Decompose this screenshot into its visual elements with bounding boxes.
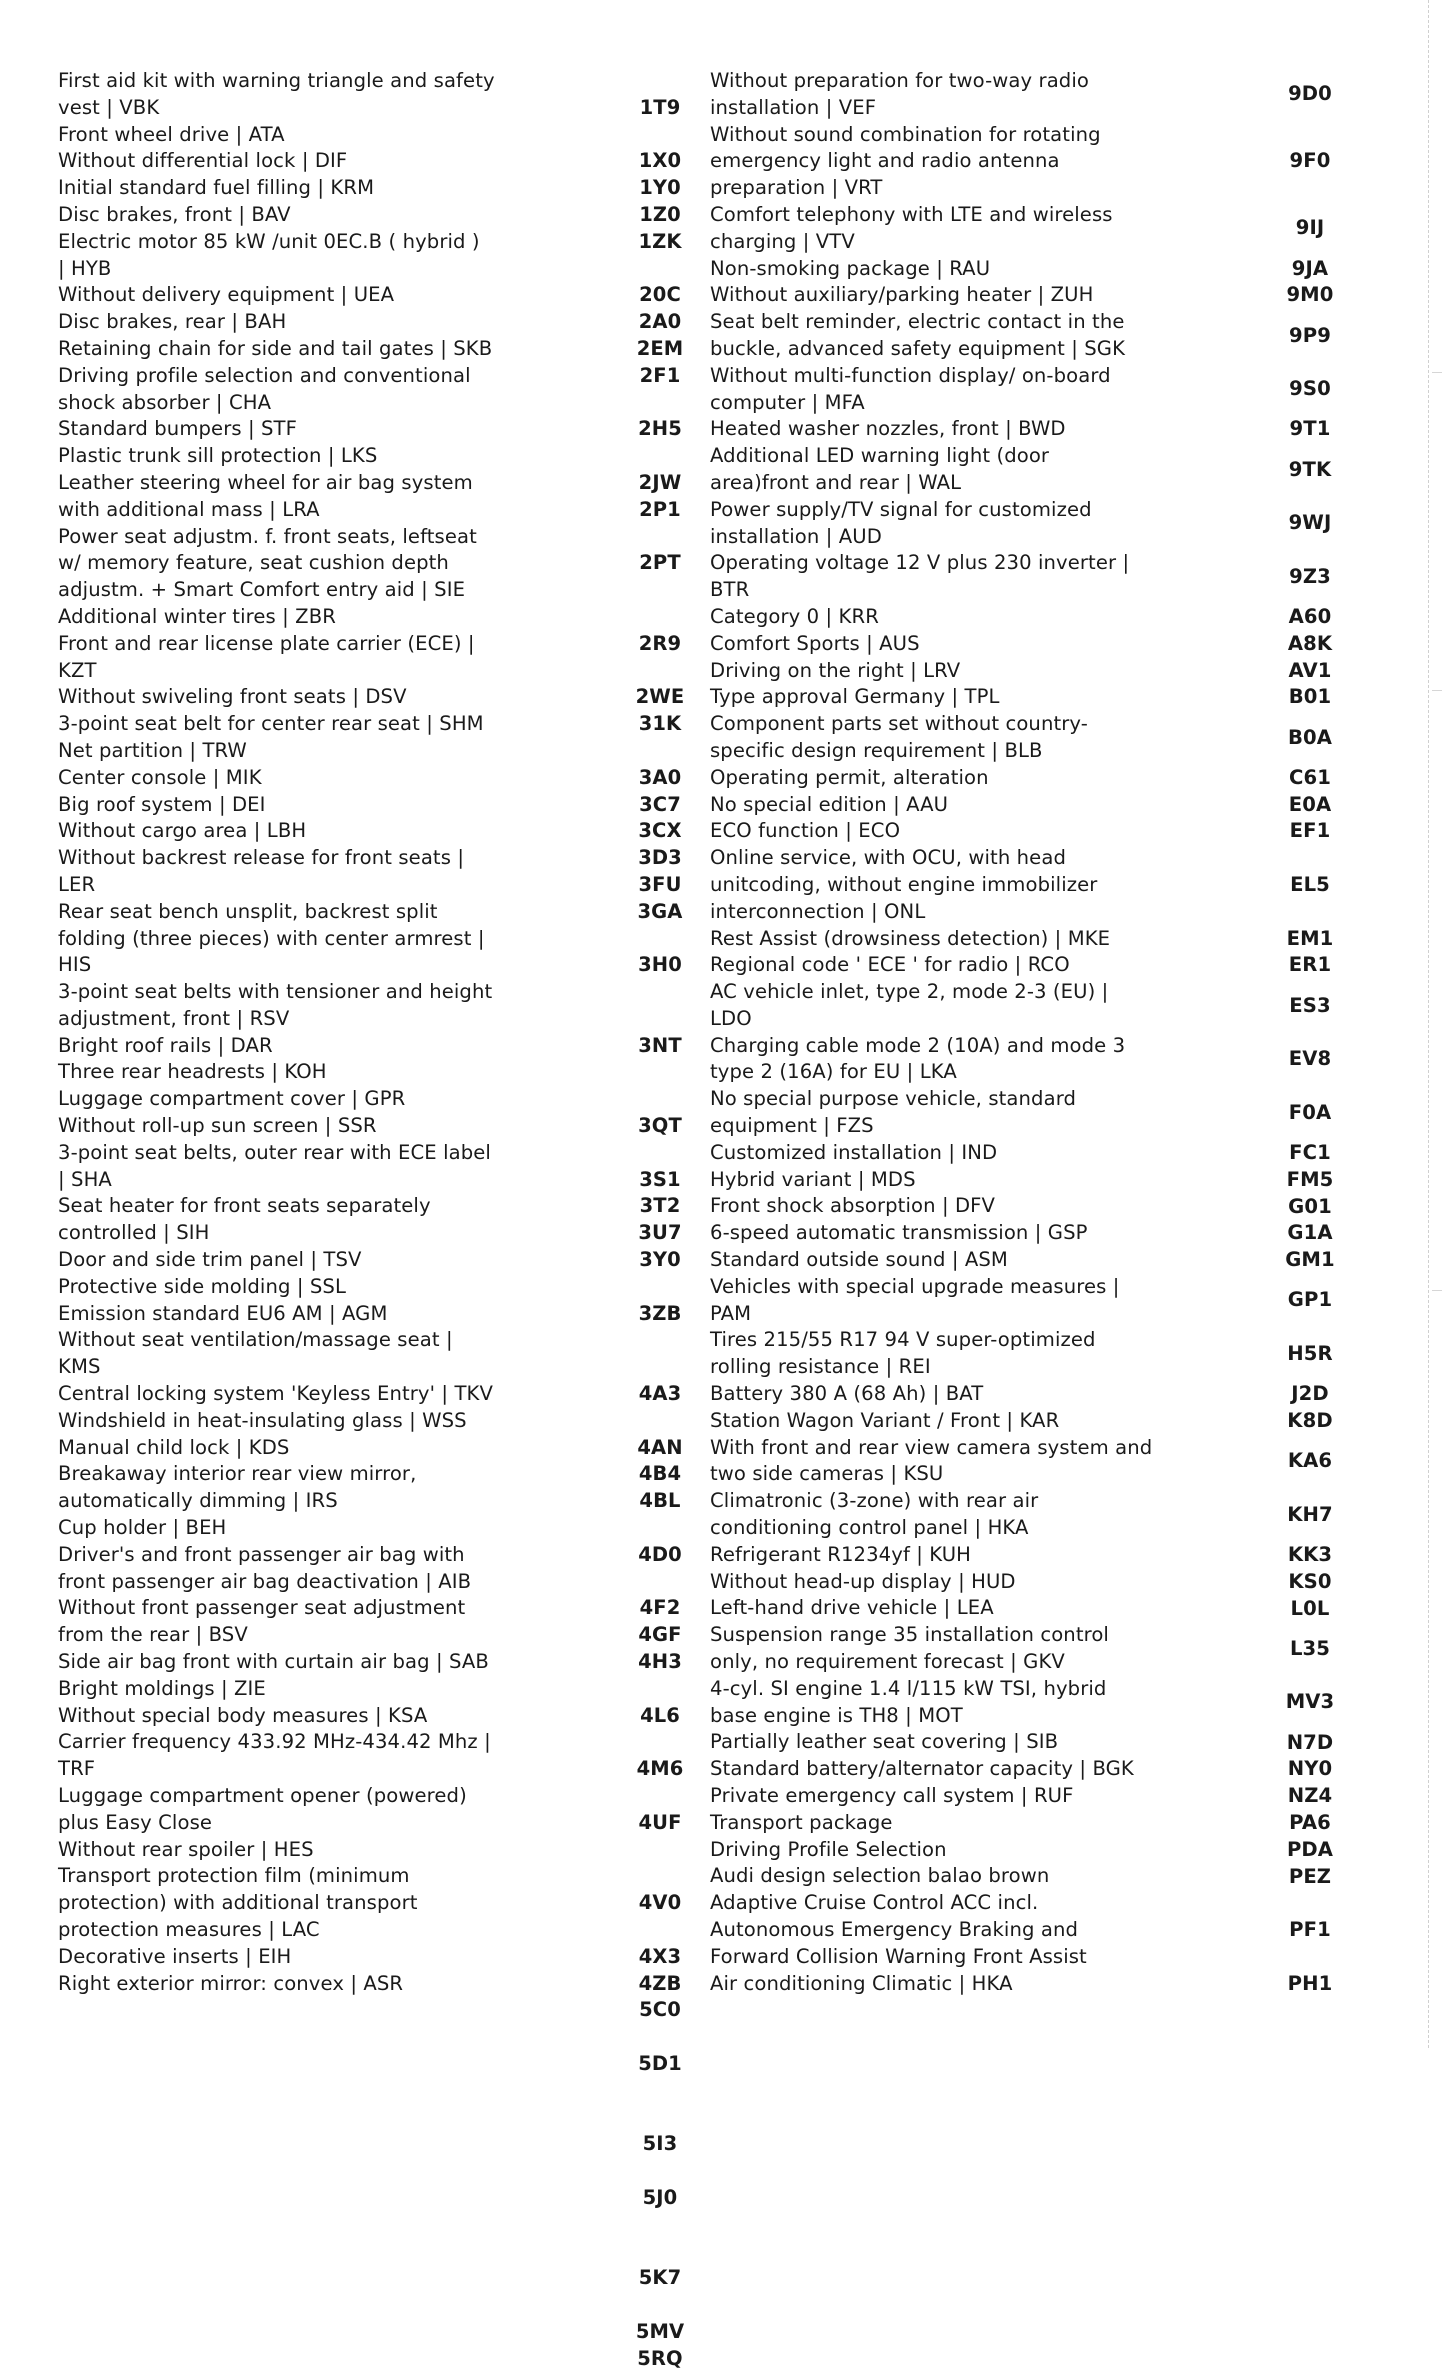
description-line: Operating permit, alteration <box>710 765 989 789</box>
description-line: Without cargo area | LBH <box>58 819 307 843</box>
description-line: Standard battery/alternator capacity | BGK <box>710 1757 1134 1781</box>
option-code: 9D0 <box>1288 82 1332 106</box>
option-code: PDA <box>1286 1837 1334 1861</box>
option-code <box>620 1140 700 1167</box>
description-line: With front and rear view camera system and <box>710 1435 1153 1459</box>
option-code: 5RQ <box>637 2346 683 2370</box>
description-line: Station Wagon Variant / Front | KAR <box>710 1408 1060 1432</box>
description-line: Driving profile selection and conventional <box>58 363 471 387</box>
option-code: C61 <box>1289 765 1331 789</box>
edge-mark <box>1432 690 1442 691</box>
description-line: No special purpose vehicle, standard <box>710 1087 1077 1111</box>
description-line: Disc brakes, front | BAV <box>58 202 291 226</box>
description-line: 6-speed automatic transmission | GSP <box>710 1221 1088 1245</box>
description-line: LER <box>58 872 96 896</box>
option-code: 9IJ <box>1295 216 1325 240</box>
description-line: Center console | MIK <box>58 765 262 789</box>
right-description-column <box>710 68 1270 1997</box>
description-line: type 2 (16A) for EU | LKA <box>710 1060 957 1084</box>
option-code: 5I3 <box>642 2132 678 2156</box>
option-code: 3D3 <box>638 846 682 870</box>
description-line: Luggage compartment cover | GPR <box>58 1087 406 1111</box>
description-line: conditioning control panel | HKA <box>710 1516 1029 1540</box>
left-description-column <box>58 68 618 1997</box>
option-code: 4UF <box>638 1810 682 1834</box>
description-line: TRF <box>58 1757 96 1781</box>
description-line: two side cameras | KSU <box>710 1462 944 1486</box>
option-code: 1Z0 <box>639 202 681 226</box>
option-code: J2D <box>1291 1382 1329 1406</box>
option-code: MV3 <box>1285 1690 1335 1714</box>
option-code: 4L6 <box>640 1703 680 1727</box>
description-line: Driving on the right | LRV <box>710 658 961 682</box>
option-code <box>620 2078 700 2105</box>
description-line: Right exterior mirror: convex | ASR <box>58 1971 404 1995</box>
option-code: 9WJ <box>1288 511 1332 535</box>
description-line: Side air bag front with curtain air bag | SAB <box>58 1650 489 1674</box>
option-code: 4M6 <box>636 1757 684 1781</box>
description-line: Suspension range 35 installation control <box>710 1623 1109 1647</box>
description-line: Net partition | TRW <box>58 738 247 762</box>
option-code: EM1 <box>1286 926 1334 950</box>
description-line: Without roll-up sun screen | SSR <box>58 1114 377 1138</box>
description-line: Central locking system 'Keyless Entry' | TKV <box>58 1382 493 1406</box>
description-line: HIS <box>58 953 92 977</box>
option-code: 4A3 <box>638 1382 682 1406</box>
description-line: equipment | FZS <box>710 1114 874 1138</box>
option-code <box>620 577 700 604</box>
description-line: Private emergency call system | RUF <box>710 1784 1074 1807</box>
option-code: 4ZB <box>638 1971 682 1995</box>
option-code <box>620 2105 700 2132</box>
description-line: shock absorber | CHA <box>58 390 272 414</box>
edge-mark <box>1432 1290 1442 1291</box>
description-line: First aid kit with warning triangle and safety <box>58 69 495 92</box>
description-line: Decorative inserts | EIH <box>58 1944 292 1968</box>
description-line: Bright roof rails | DAR <box>58 1033 273 1057</box>
description-line: Transport package <box>710 1810 893 1834</box>
right-code-column <box>1270 68 1350 1995</box>
description-line: Without front passenger seat adjustment <box>58 1596 466 1620</box>
description-line: Without delivery equipment | UEA <box>58 283 395 307</box>
option-code: N7D <box>1286 1730 1334 1754</box>
option-code: PH1 <box>1287 1971 1333 1995</box>
option-code: GM1 <box>1285 1248 1335 1272</box>
description-line: Autonomous Emergency Braking and <box>710 1917 1079 1941</box>
option-code <box>620 443 700 470</box>
description-line: from the rear | BSV <box>58 1623 248 1647</box>
description-line: Tires 215/55 R17 94 V super-optimized <box>710 1328 1096 1352</box>
option-code: 2R9 <box>638 631 682 655</box>
description-line: Without swiveling front seats | DSV <box>58 685 407 709</box>
option-code <box>620 1783 700 1810</box>
option-code: AV1 <box>1288 658 1332 682</box>
description-line: only, no requirement forecast | GKV <box>710 1650 1065 1674</box>
description-line: Plastic trunk sill protection | LKS <box>58 444 378 468</box>
option-code: 9M0 <box>1286 283 1334 307</box>
option-code: 3C7 <box>639 792 681 816</box>
description-line: Without differential lock | DIF <box>58 149 348 173</box>
option-code <box>620 256 700 283</box>
description-line: KZT <box>58 658 97 682</box>
description-line: Bright moldings | ZIE <box>58 1676 266 1700</box>
description-line: Battery 380 A (68 Ah) | BAT <box>710 1382 984 1406</box>
option-code: 2P1 <box>639 497 681 521</box>
description-line: Driving Profile Selection <box>710 1837 947 1861</box>
description-line: controlled | SIH <box>58 1221 210 1245</box>
description-line: Seat belt reminder, electric contact in the <box>710 310 1125 334</box>
option-code: 3U7 <box>638 1221 682 1245</box>
option-code: B0A <box>1287 725 1333 749</box>
option-code: 1T9 <box>639 95 681 119</box>
option-code: B01 <box>1288 685 1332 709</box>
description-line: w/ memory feature, seat cushion depth <box>58 551 449 575</box>
description-line: area)front and rear | WAL <box>710 470 962 494</box>
description-line: Rear seat bench unsplit, backrest split <box>58 899 438 923</box>
description-line: Additional winter tires | ZBR <box>58 604 336 628</box>
option-code: EF1 <box>1289 819 1331 843</box>
description-line: Big roof system | DEI <box>58 792 266 816</box>
description-line: | HYB <box>58 256 112 280</box>
description-line: Without rear spoiler | HES <box>58 1837 314 1861</box>
description-line: Leather steering wheel for air bag system <box>58 470 473 494</box>
description-line: unitcoding, without engine immobilizer <box>710 872 1098 896</box>
description-line: AC vehicle inlet, type 2, mode 2-3 (EU) | <box>710 980 1109 1004</box>
description-line: Non-smoking package | RAU <box>710 256 991 280</box>
option-code: KK3 <box>1287 1543 1333 1566</box>
option-code: 4D0 <box>638 1542 682 1566</box>
option-code: 9JA <box>1291 256 1329 280</box>
description-line: Emission standard EU6 AM | AGM <box>58 1301 388 1325</box>
description-line: Audi design selection balao brown <box>710 1864 1050 1888</box>
description-line: Manual child lock | KDS <box>58 1435 290 1459</box>
option-code <box>620 68 700 95</box>
option-code: 2PT <box>639 551 681 575</box>
description-line: BTR <box>710 578 750 602</box>
description-line: Refrigerant R1234yf | KUH <box>710 1542 971 1566</box>
option-code: 9TK <box>1288 457 1332 481</box>
description-line: Heated washer nozzles, front | BWD <box>710 417 1066 441</box>
option-code: 1X0 <box>638 149 682 173</box>
description-line: Without backrest release for front seats | <box>58 846 465 870</box>
description-line: Customized installation | IND <box>710 1140 998 1164</box>
description-line: interconnection | ONL <box>710 899 926 923</box>
description-line: Front shock absorption | DFV <box>710 1194 996 1218</box>
description-line: Component parts set without country- <box>710 712 1088 736</box>
description-line: computer | MFA <box>710 390 865 414</box>
option-code <box>620 1059 700 1086</box>
option-code <box>620 1569 700 1596</box>
description-line: adjustment, front | RSV <box>58 1006 290 1030</box>
option-code: 5MV <box>635 2319 685 2343</box>
option-code: 3CX <box>638 819 682 843</box>
option-code <box>620 2212 700 2239</box>
description-line: plus Easy Close <box>58 1810 213 1834</box>
option-code <box>620 604 700 631</box>
option-code: 2A0 <box>638 310 682 334</box>
description-line: Power supply/TV signal for customized <box>710 497 1092 521</box>
description-line: | SHA <box>58 1167 112 1191</box>
option-code <box>620 1837 700 1864</box>
description-line: Without special body measures | KSA <box>58 1703 428 1727</box>
description-line: Retaining chain for side and tail gates | SKB <box>58 336 493 360</box>
description-line: Comfort Sports | AUS <box>710 631 920 655</box>
description-line: installation | VEF <box>710 95 877 119</box>
option-code: 20C <box>639 283 681 307</box>
option-code: 2EM <box>636 336 684 360</box>
description-line: vest | VBK <box>58 95 160 119</box>
description-line: ECO function | ECO <box>710 819 901 843</box>
description-line: Standard outside sound | ASM <box>710 1248 1008 1272</box>
description-line: Additional LED warning light (door <box>710 444 1050 468</box>
description-line: Initial standard fuel filling | KRM <box>58 176 375 200</box>
description-line: rolling resistance | REI <box>710 1355 931 1379</box>
option-code: 9F0 <box>1289 149 1331 173</box>
option-code: 4F2 <box>639 1596 681 1620</box>
description-line: KMS <box>58 1355 101 1379</box>
description-line: Online service, with OCU, with head <box>710 846 1066 870</box>
option-code: GP1 <box>1287 1288 1333 1312</box>
description-line: Cup holder | BEH <box>58 1516 227 1540</box>
option-code: E0A <box>1288 792 1332 816</box>
option-code <box>620 1354 700 1381</box>
option-code: PEZ <box>1288 1864 1332 1888</box>
description-line: Forward Collision Warning Front Assist <box>710 1944 1087 1968</box>
option-code <box>620 524 700 551</box>
option-code: ER1 <box>1288 953 1332 977</box>
description-line: Hybrid variant | MDS <box>710 1167 916 1191</box>
option-code <box>620 658 700 685</box>
description-line: Standard bumpers | STF <box>58 417 297 441</box>
option-code: 2H5 <box>638 417 682 441</box>
option-code: 3ZB <box>638 1301 682 1325</box>
option-code: EV8 <box>1288 1047 1332 1071</box>
description-line: Rest Assist (drowsiness detection) | MKE <box>710 926 1111 950</box>
description-line: Partially leather seat covering | SIB <box>710 1730 1059 1754</box>
description-line: Power seat adjustm. f. front seats, leftseat <box>58 524 477 548</box>
description-line: preparation | VRT <box>710 176 883 200</box>
description-line: Breakaway interior rear view mirror, <box>58 1462 417 1486</box>
description-line: No special edition | AAU <box>710 792 949 816</box>
option-code: 5D1 <box>638 2051 682 2075</box>
option-code: 4BL <box>639 1489 681 1513</box>
description-line: folding (three pieces) with center armrest | <box>58 926 485 950</box>
option-code <box>620 1327 700 1354</box>
option-code <box>620 2239 700 2266</box>
option-code: 9P9 <box>1289 323 1331 347</box>
option-code <box>620 1274 700 1301</box>
description-line: adjustm. + Smart Comfort entry aid | SIE <box>58 578 466 602</box>
option-code: 2F1 <box>639 363 681 387</box>
description-line: Vehicles with special upgrade measures | <box>710 1274 1120 1298</box>
description-line: Front wheel drive | ATA <box>58 122 285 146</box>
option-code: 5K7 <box>638 2266 682 2290</box>
option-code: EL5 <box>1290 873 1330 896</box>
description-line: Regional code ' ECE ' for radio | RCO <box>710 953 1070 977</box>
option-code: KA6 <box>1287 1449 1333 1473</box>
option-code <box>620 1408 700 1435</box>
option-code: 3A0 <box>638 765 682 789</box>
option-code <box>620 2292 700 2319</box>
option-code: NZ4 <box>1287 1784 1333 1808</box>
description-line: protection measures | LAC <box>58 1917 320 1941</box>
option-code: 3FU <box>638 872 682 896</box>
description-line: installation | AUD <box>710 524 882 548</box>
description-line: buckle, advanced safety equipment | SGK <box>710 336 1126 360</box>
description-line: Carrier frequency 433.92 MHz-434.42 Mhz | <box>58 1730 491 1754</box>
option-code: G1A <box>1287 1221 1333 1245</box>
edge-mark <box>1432 372 1442 373</box>
description-line: Without head-up display | HUD <box>710 1569 1016 1593</box>
option-code: A8K <box>1287 631 1333 655</box>
description-line: with additional mass | LRA <box>58 497 320 521</box>
description-line: 3-point seat belt for center rear seat | SHM <box>58 712 484 736</box>
description-line: emergency light and radio antenna <box>710 149 1060 173</box>
description-line: Driver's and front passenger air bag with <box>58 1542 465 1566</box>
option-code <box>620 2024 700 2051</box>
description-line: Operating voltage 12 V plus 230 inverter | <box>710 551 1130 575</box>
description-line: Category 0 | KRR <box>710 604 879 628</box>
description-line: Air conditioning Climatic | HKA <box>710 1971 1013 1995</box>
option-code <box>620 1515 700 1542</box>
option-code: 4GF <box>638 1623 682 1647</box>
option-code: 3T2 <box>639 1194 681 1218</box>
description-line: Disc brakes, rear | BAH <box>58 310 287 334</box>
description-line: Windshield in heat-insulating glass | WSS <box>58 1408 467 1432</box>
option-code: 3NT <box>638 1033 682 1057</box>
option-code: 5C0 <box>639 1998 681 2022</box>
option-code <box>620 1676 700 1703</box>
description-line: automatically dimming | IRS <box>58 1489 338 1513</box>
option-code: 9Z3 <box>1289 564 1331 588</box>
option-code: L35 <box>1289 1636 1331 1660</box>
option-code: PF1 <box>1289 1918 1331 1942</box>
description-line: protection) with additional transport <box>58 1891 418 1915</box>
option-code: 3Y0 <box>639 1248 681 1272</box>
option-code: A60 <box>1288 605 1332 628</box>
option-code: KH7 <box>1287 1502 1333 1526</box>
option-code: 4B4 <box>638 1462 682 1486</box>
option-code: 4X3 <box>638 1944 682 1968</box>
option-code: 1ZK <box>638 229 682 253</box>
description-line: Adaptive Cruise Control ACC incl. <box>710 1891 1039 1915</box>
option-code: FM5 <box>1286 1167 1334 1191</box>
option-code: 2WE <box>635 685 685 709</box>
option-code: G01 <box>1288 1194 1332 1218</box>
description-line: Without sound combination for rotating <box>710 122 1101 146</box>
description-line: base engine is TH8 | MOT <box>710 1703 963 1727</box>
description-line: Climatronic (3-zone) with rear air <box>710 1489 1039 1513</box>
description-line: Comfort telephony with LTE and wireless <box>710 202 1113 226</box>
description-line: Seat heater for front seats separately <box>58 1194 431 1218</box>
description-line: front passenger air bag deactivation | AIB <box>58 1569 472 1593</box>
description-line: Type approval Germany | TPL <box>710 685 1000 709</box>
option-code <box>620 1917 700 1944</box>
description-line: LDO <box>710 1006 752 1030</box>
page-edge-dashed-line <box>1428 0 1430 2048</box>
description-line: Left-hand drive vehicle | LEA <box>710 1596 994 1620</box>
option-code: FC1 <box>1289 1141 1331 1164</box>
description-line: 3-point seat belts with tensioner and height <box>58 980 493 1004</box>
description-line: charging | VTV <box>710 229 855 253</box>
option-code: 31K <box>638 712 682 736</box>
option-code: 4V0 <box>638 1891 682 1915</box>
option-code: 2JW <box>638 470 682 494</box>
option-code: 9T1 <box>1289 417 1331 441</box>
option-code <box>620 1006 700 1033</box>
option-code: 5J0 <box>642 2185 678 2209</box>
option-code: 4AN <box>637 1435 683 1459</box>
description-line: Without multi-function display/ on-board <box>710 363 1111 387</box>
option-code <box>620 2158 700 2185</box>
option-code <box>620 738 700 765</box>
description-line: Without preparation for two-way radio <box>710 69 1089 92</box>
option-code: NY0 <box>1287 1757 1333 1781</box>
option-code: F0A <box>1288 1100 1332 1124</box>
option-code: H5R <box>1287 1342 1333 1365</box>
option-code: KS0 <box>1288 1569 1332 1593</box>
option-code: K8D <box>1287 1409 1333 1432</box>
option-code: 1Y0 <box>639 176 681 200</box>
description-line: PAM <box>710 1301 752 1325</box>
option-code: 4H3 <box>638 1650 682 1674</box>
option-code <box>620 926 700 953</box>
option-code: 3H0 <box>638 953 682 977</box>
option-code <box>620 1729 700 1756</box>
description-line: Three rear headrests | KOH <box>58 1060 327 1084</box>
description-line: Transport protection film (minimum <box>58 1864 410 1888</box>
description-line: Luggage compartment opener (powered) <box>58 1784 467 1807</box>
description-line: specific design requirement | BLB <box>710 738 1043 762</box>
option-code: ES3 <box>1289 993 1331 1017</box>
option-code: 3GA <box>637 899 683 923</box>
option-code <box>620 979 700 1006</box>
option-code <box>620 1863 700 1890</box>
description-line: 4-cyl. SI engine 1.4 l/115 kW TSI, hybrid <box>710 1676 1107 1700</box>
option-code <box>620 1086 700 1113</box>
option-code: 9S0 <box>1289 377 1331 401</box>
description-line: Without auxiliary/parking heater | ZUH <box>710 283 1094 307</box>
option-code: 3S1 <box>639 1167 681 1191</box>
option-code: PA6 <box>1289 1811 1331 1834</box>
option-code: 3QT <box>638 1114 682 1138</box>
left-code-column <box>620 68 700 2373</box>
description-line: Door and side trim panel | TSV <box>58 1248 362 1272</box>
option-code <box>620 390 700 417</box>
description-line: Without seat ventilation/massage seat | <box>58 1328 453 1352</box>
option-code: L0L <box>1290 1596 1330 1620</box>
description-line: Electric motor 85 kW /unit 0EC.B ( hybrid ) <box>58 229 480 253</box>
option-code <box>620 122 700 149</box>
description-line: Protective side molding | SSL <box>58 1274 346 1298</box>
description-line: Charging cable mode 2 (10A) and mode 3 <box>710 1033 1126 1057</box>
description-line: Front and rear license plate carrier (ECE) | <box>58 631 475 655</box>
description-line: 3-point seat belts, outer rear with ECE label <box>58 1140 491 1164</box>
